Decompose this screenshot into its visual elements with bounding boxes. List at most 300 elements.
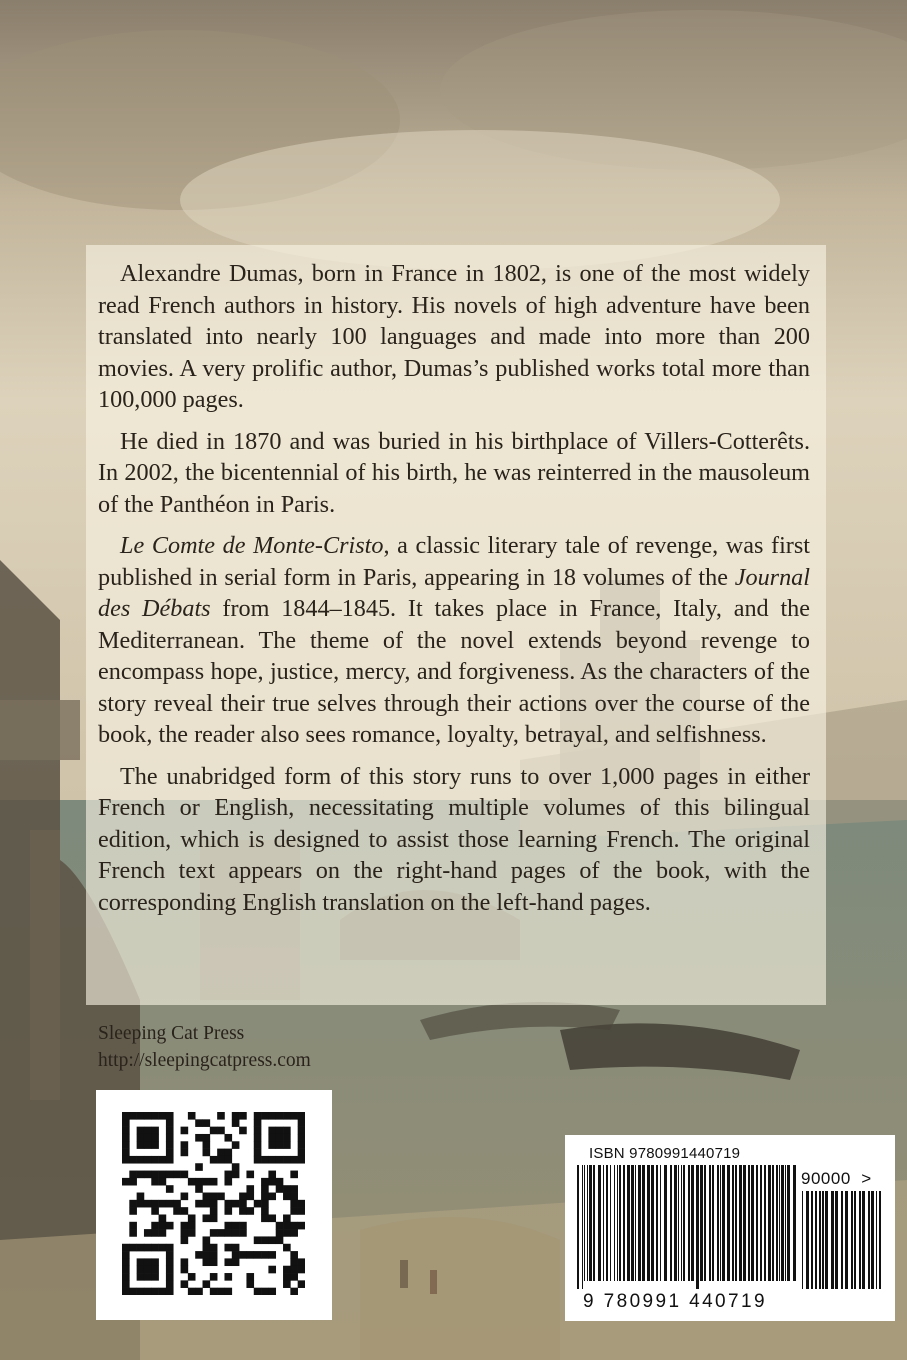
qr-module	[122, 1141, 130, 1149]
qr-module	[224, 1244, 232, 1252]
qr-module	[268, 1112, 276, 1120]
qr-module	[290, 1171, 298, 1179]
barcode-bar	[871, 1191, 874, 1289]
qr-module	[137, 1112, 145, 1120]
barcode-bar	[768, 1165, 771, 1281]
qr-module	[268, 1171, 276, 1179]
qr-module	[137, 1258, 145, 1266]
qr-module	[166, 1288, 174, 1295]
qr-module	[276, 1134, 284, 1142]
qr-module	[246, 1280, 254, 1288]
publisher-url[interactable]: http://sleepingcatpress.com	[98, 1050, 311, 1071]
qr-module	[298, 1280, 305, 1288]
qr-module	[122, 1112, 130, 1120]
qr-module	[246, 1251, 254, 1259]
qr-module	[181, 1266, 189, 1274]
description-paragraph-3	[98, 530, 810, 751]
qr-module	[232, 1119, 240, 1127]
qr-module	[283, 1193, 291, 1201]
qr-module	[144, 1127, 152, 1135]
qr-module	[210, 1214, 218, 1222]
barcode-bar	[674, 1165, 677, 1281]
qr-module	[159, 1178, 167, 1186]
qr-module	[232, 1244, 240, 1252]
barcode-bar	[656, 1165, 658, 1281]
qr-module	[181, 1127, 189, 1135]
qr-module	[224, 1156, 232, 1164]
barcode-bar	[712, 1165, 714, 1281]
qr-module	[181, 1258, 189, 1266]
qr-module	[261, 1185, 269, 1193]
qr-module	[122, 1244, 130, 1252]
qr-module	[122, 1251, 130, 1259]
qr-module	[166, 1258, 174, 1266]
qr-module	[283, 1273, 291, 1281]
qr-module	[159, 1288, 167, 1295]
qr-module	[188, 1222, 196, 1230]
qr-module	[298, 1141, 305, 1149]
qr-module	[166, 1266, 174, 1274]
qr-module	[137, 1244, 145, 1252]
qr-module	[203, 1236, 211, 1244]
qr-module	[261, 1112, 269, 1120]
qr-module	[144, 1273, 152, 1281]
qr-module	[203, 1200, 211, 1208]
qr-module	[203, 1149, 211, 1157]
qr-module	[144, 1200, 152, 1208]
qr-code	[96, 1090, 332, 1320]
qr-module	[137, 1134, 145, 1142]
qr-module	[254, 1112, 262, 1120]
qr-module	[181, 1149, 189, 1157]
qr-module	[129, 1207, 137, 1215]
qr-module	[290, 1193, 298, 1201]
qr-module	[122, 1156, 130, 1164]
barcode-bar	[681, 1165, 682, 1281]
qr-module	[203, 1193, 211, 1201]
qr-module	[166, 1112, 174, 1120]
qr-module	[181, 1236, 189, 1244]
qr-module	[261, 1236, 269, 1244]
barcode-bar	[587, 1165, 588, 1281]
barcode-bar	[781, 1165, 784, 1281]
qr-module	[144, 1266, 152, 1274]
qr-module	[246, 1171, 254, 1179]
qr-module	[129, 1112, 137, 1120]
barcode-bar	[631, 1165, 634, 1281]
description-paragraph-2: He died in 1870 and was buried in his birthplace of Villers-Cotterêts. In 2002, the bicentennial of his birth, he was reinterred in the mausoleum of the Panthéon in Paris.	[98, 427, 810, 518]
qr-module	[239, 1112, 247, 1120]
publisher-name: Sleeping Cat Press	[98, 1023, 245, 1044]
barcode-bar	[732, 1165, 734, 1281]
qr-module	[224, 1171, 232, 1179]
barcode-bar	[691, 1165, 694, 1281]
qr-module	[122, 1288, 130, 1295]
barcode-bar	[606, 1165, 608, 1281]
qr-module	[129, 1229, 137, 1237]
qr-module	[232, 1251, 240, 1259]
qr-module	[129, 1244, 137, 1252]
qr-module	[261, 1214, 269, 1222]
qr-module	[298, 1222, 305, 1230]
qr-module	[276, 1141, 284, 1149]
qr-module	[210, 1258, 218, 1266]
qr-module	[290, 1207, 298, 1215]
qr-module	[195, 1178, 203, 1186]
qr-module	[173, 1207, 181, 1215]
qr-module	[166, 1280, 174, 1288]
qr-module	[254, 1288, 262, 1295]
qr-module	[137, 1266, 145, 1274]
qr-module	[159, 1156, 167, 1164]
qr-module	[151, 1127, 159, 1135]
qr-module	[159, 1112, 167, 1120]
qr-module	[137, 1273, 145, 1281]
qr-module	[290, 1266, 298, 1274]
barcode-bar	[845, 1191, 848, 1289]
qr-module	[224, 1229, 232, 1237]
qr-module	[232, 1163, 240, 1171]
qr-module	[151, 1229, 159, 1237]
barcode-bar	[670, 1165, 672, 1281]
qr-module	[261, 1178, 269, 1186]
qr-module	[144, 1171, 152, 1179]
qr-module	[261, 1200, 269, 1208]
qr-module	[151, 1171, 159, 1179]
qr-module	[188, 1273, 196, 1281]
qr-module	[268, 1141, 276, 1149]
barcode-bar	[704, 1165, 706, 1281]
qr-module	[217, 1149, 225, 1157]
barcode-bar	[619, 1165, 621, 1281]
qr-module	[151, 1200, 159, 1208]
qr-module	[129, 1178, 137, 1186]
qr-module	[239, 1127, 247, 1135]
qr-module	[122, 1280, 130, 1288]
qr-module	[224, 1134, 232, 1142]
qr-module	[232, 1141, 240, 1149]
qr-module	[232, 1200, 240, 1208]
qr-module	[137, 1193, 145, 1201]
qr-module	[122, 1149, 130, 1157]
qr-module	[268, 1266, 276, 1274]
barcode-bar	[614, 1165, 615, 1281]
qr-module	[188, 1112, 196, 1120]
qr-module	[283, 1127, 291, 1135]
qr-module	[217, 1127, 225, 1135]
book-title: Le Comte de Monte-Cristo	[120, 532, 384, 559]
qr-module	[137, 1200, 145, 1208]
qr-module	[224, 1178, 232, 1186]
qr-module	[268, 1251, 276, 1259]
description-paragraph-4: The unabridged form of this story runs to over 1,000 pages in either French or English, necessitating multiple volumes of this bilingual edition, which is designed to assist those learning French. The original French text appears on the right-hand pages of the book, with the corresponding English translation on the left-hand pages.	[98, 762, 810, 916]
ean-barcode-bars	[575, 1165, 797, 1289]
qr-module	[210, 1207, 218, 1215]
qr-module	[181, 1280, 189, 1288]
qr-module	[195, 1163, 203, 1171]
qr-module	[195, 1134, 203, 1142]
qr-module	[144, 1141, 152, 1149]
barcode-bar	[819, 1191, 821, 1289]
qr-module	[283, 1185, 291, 1193]
barcode-bar	[748, 1165, 750, 1281]
journal-title: Journal des Débats	[98, 563, 810, 622]
qr-module	[276, 1112, 284, 1120]
qr-module	[122, 1127, 130, 1135]
qr-module	[173, 1200, 181, 1208]
qr-module	[239, 1222, 247, 1230]
barcode-bar	[841, 1191, 843, 1289]
qr-module	[210, 1229, 218, 1237]
qr-module	[276, 1156, 284, 1164]
barcode-bar	[835, 1191, 838, 1289]
qr-module	[254, 1149, 262, 1157]
qr-module	[298, 1134, 305, 1142]
barcode-bar	[876, 1191, 877, 1289]
qr-module	[261, 1207, 269, 1215]
qr-module	[159, 1244, 167, 1252]
barcode-bar	[623, 1165, 625, 1281]
qr-module	[224, 1222, 232, 1230]
barcode-bar	[651, 1165, 654, 1281]
paragraph-3-text-a: , a classic literary tale of revenge, was first published in serial form in Paris, appearing in 18 volumes of the	[98, 532, 810, 591]
qr-module	[290, 1258, 298, 1266]
qr-module	[298, 1149, 305, 1157]
qr-module	[188, 1288, 196, 1295]
qr-module	[159, 1214, 167, 1222]
qr-module	[210, 1288, 218, 1295]
barcode-bar	[577, 1165, 579, 1289]
qr-module	[166, 1156, 174, 1164]
qr-module	[290, 1288, 298, 1295]
qr-module	[290, 1200, 298, 1208]
qr-module	[268, 1288, 276, 1295]
qr-module	[283, 1112, 291, 1120]
qr-module	[239, 1200, 247, 1208]
barcode-bar	[735, 1165, 737, 1281]
barcode-bar	[793, 1165, 796, 1281]
barcode-bar	[756, 1165, 758, 1281]
qr-module	[166, 1222, 174, 1230]
barcode-bar	[584, 1165, 585, 1281]
qr-module	[210, 1127, 218, 1135]
qr-module	[232, 1112, 240, 1120]
qr-module	[283, 1266, 291, 1274]
qr-module	[203, 1258, 211, 1266]
qr-module	[151, 1178, 159, 1186]
qr-module	[166, 1171, 174, 1179]
qr-module	[166, 1134, 174, 1142]
qr-module	[203, 1251, 211, 1259]
qr-module	[144, 1134, 152, 1142]
qr-module	[122, 1273, 130, 1281]
qr-module	[290, 1112, 298, 1120]
barcode-bar	[772, 1165, 774, 1281]
publisher-block	[98, 1020, 311, 1074]
qr-module	[203, 1244, 211, 1252]
qr-module	[298, 1200, 305, 1208]
qr-module	[151, 1156, 159, 1164]
qr-module	[276, 1236, 284, 1244]
qr-module	[254, 1127, 262, 1135]
barcode-bar	[760, 1165, 762, 1281]
qr-module	[217, 1193, 225, 1201]
qr-module	[283, 1134, 291, 1142]
barcode-bar	[603, 1165, 604, 1281]
qr-module	[283, 1156, 291, 1164]
qr-module	[239, 1229, 247, 1237]
qr-module	[122, 1134, 130, 1142]
qr-module	[144, 1258, 152, 1266]
qr-module	[246, 1185, 254, 1193]
qr-module	[224, 1258, 232, 1266]
barcode-bar	[696, 1165, 699, 1289]
qr-module	[254, 1141, 262, 1149]
qr-module	[129, 1171, 137, 1179]
qr-module	[188, 1178, 196, 1186]
barcode-bar	[739, 1165, 742, 1281]
qr-module	[151, 1273, 159, 1281]
qr-module	[268, 1193, 276, 1201]
barcode-bar	[764, 1165, 766, 1281]
qr-module	[276, 1222, 284, 1230]
qr-module	[137, 1156, 145, 1164]
qr-module	[151, 1207, 159, 1215]
barcode-bar	[598, 1165, 601, 1281]
qr-module	[151, 1244, 159, 1252]
qr-module	[203, 1280, 211, 1288]
barcode-bar	[678, 1165, 679, 1281]
price-arrow: >	[861, 1169, 872, 1188]
qr-module	[210, 1156, 218, 1164]
qr-module	[203, 1134, 211, 1142]
qr-module	[276, 1229, 284, 1237]
qr-module	[239, 1207, 247, 1215]
qr-module	[144, 1244, 152, 1252]
qr-module	[268, 1156, 276, 1164]
paragraph-3-text-b: from 1844–1845. It takes place in France, Italy, and the Mediterranean. The theme of the novel extends beyond revenge to encompass hope, justice, mercy, and forgiveness. As the characters of the story reveal their true selves through their actions over the course of the book, the reader also sees romance, loyalty, betrayal, and selfishness.	[98, 595, 811, 748]
qr-module	[298, 1119, 305, 1127]
qr-module	[298, 1127, 305, 1135]
qr-module	[195, 1288, 203, 1295]
barcode-bar	[727, 1165, 730, 1281]
barcode-bar	[862, 1191, 865, 1289]
qr-module	[203, 1178, 211, 1186]
barcode-bar	[811, 1191, 813, 1289]
qr-module	[129, 1200, 137, 1208]
qr-module	[232, 1229, 240, 1237]
barcode-bar	[610, 1165, 611, 1281]
qr-module	[283, 1214, 291, 1222]
qr-module	[122, 1266, 130, 1274]
barcode-bar	[660, 1165, 661, 1281]
barcode-bar	[589, 1165, 592, 1281]
qr-module	[144, 1229, 152, 1237]
qr-module	[144, 1288, 152, 1295]
qr-module	[283, 1222, 291, 1230]
qr-module	[283, 1141, 291, 1149]
qr-module	[144, 1112, 152, 1120]
qr-module	[254, 1200, 262, 1208]
qr-module	[276, 1185, 284, 1193]
qr-module	[166, 1141, 174, 1149]
qr-module	[283, 1244, 291, 1252]
qr-module	[290, 1156, 298, 1164]
qr-module	[224, 1200, 232, 1208]
qr-module	[203, 1214, 211, 1222]
qr-module	[290, 1273, 298, 1281]
qr-module	[261, 1251, 269, 1259]
qr-module	[181, 1141, 189, 1149]
qr-module	[283, 1280, 291, 1288]
qr-module	[144, 1156, 152, 1164]
qr-module	[298, 1156, 305, 1164]
qr-module	[232, 1222, 240, 1230]
barcode-bar	[688, 1165, 690, 1281]
qr-module	[290, 1185, 298, 1193]
barcode-bar	[879, 1191, 881, 1289]
barcode-bar	[720, 1165, 721, 1281]
barcode-bar	[802, 1191, 803, 1289]
qr-module	[181, 1171, 189, 1179]
qr-module	[276, 1178, 284, 1186]
addon-barcode-bars	[800, 1191, 884, 1289]
qr-module	[151, 1288, 159, 1295]
price-code-value: 90000	[801, 1169, 851, 1188]
qr-module	[224, 1207, 232, 1215]
qr-module	[151, 1141, 159, 1149]
barcode-bar	[717, 1165, 719, 1281]
barcode-bar	[776, 1165, 778, 1281]
qr-module	[173, 1171, 181, 1179]
qr-code-icon	[122, 1112, 305, 1295]
qr-module	[232, 1258, 240, 1266]
barcode-bar	[683, 1165, 685, 1281]
qr-module	[203, 1141, 211, 1149]
qr-module	[268, 1178, 276, 1186]
qr-module	[195, 1185, 203, 1193]
qr-module	[261, 1156, 269, 1164]
barcode-bar	[751, 1165, 754, 1281]
ean-digits: 9 780991 440719	[583, 1291, 767, 1312]
barcode-bar	[787, 1165, 790, 1281]
qr-module	[195, 1119, 203, 1127]
price-code	[801, 1169, 872, 1189]
qr-module	[254, 1119, 262, 1127]
barcode-bar	[722, 1165, 725, 1281]
barcode-bar	[785, 1165, 786, 1281]
qr-module	[166, 1251, 174, 1259]
qr-module	[254, 1134, 262, 1142]
qr-module	[195, 1251, 203, 1259]
qr-module	[129, 1156, 137, 1164]
barcode-bar	[647, 1165, 650, 1281]
qr-module	[137, 1127, 145, 1135]
qr-module	[268, 1134, 276, 1142]
qr-module	[290, 1222, 298, 1230]
qr-module	[254, 1236, 262, 1244]
book-description	[98, 258, 810, 928]
qr-module	[166, 1127, 174, 1135]
qr-module	[137, 1171, 145, 1179]
barcode-bar	[642, 1165, 645, 1281]
qr-module	[254, 1156, 262, 1164]
qr-module	[232, 1171, 240, 1179]
qr-module	[137, 1141, 145, 1149]
qr-module	[159, 1200, 167, 1208]
qr-module	[254, 1251, 262, 1259]
qr-module	[188, 1229, 196, 1237]
